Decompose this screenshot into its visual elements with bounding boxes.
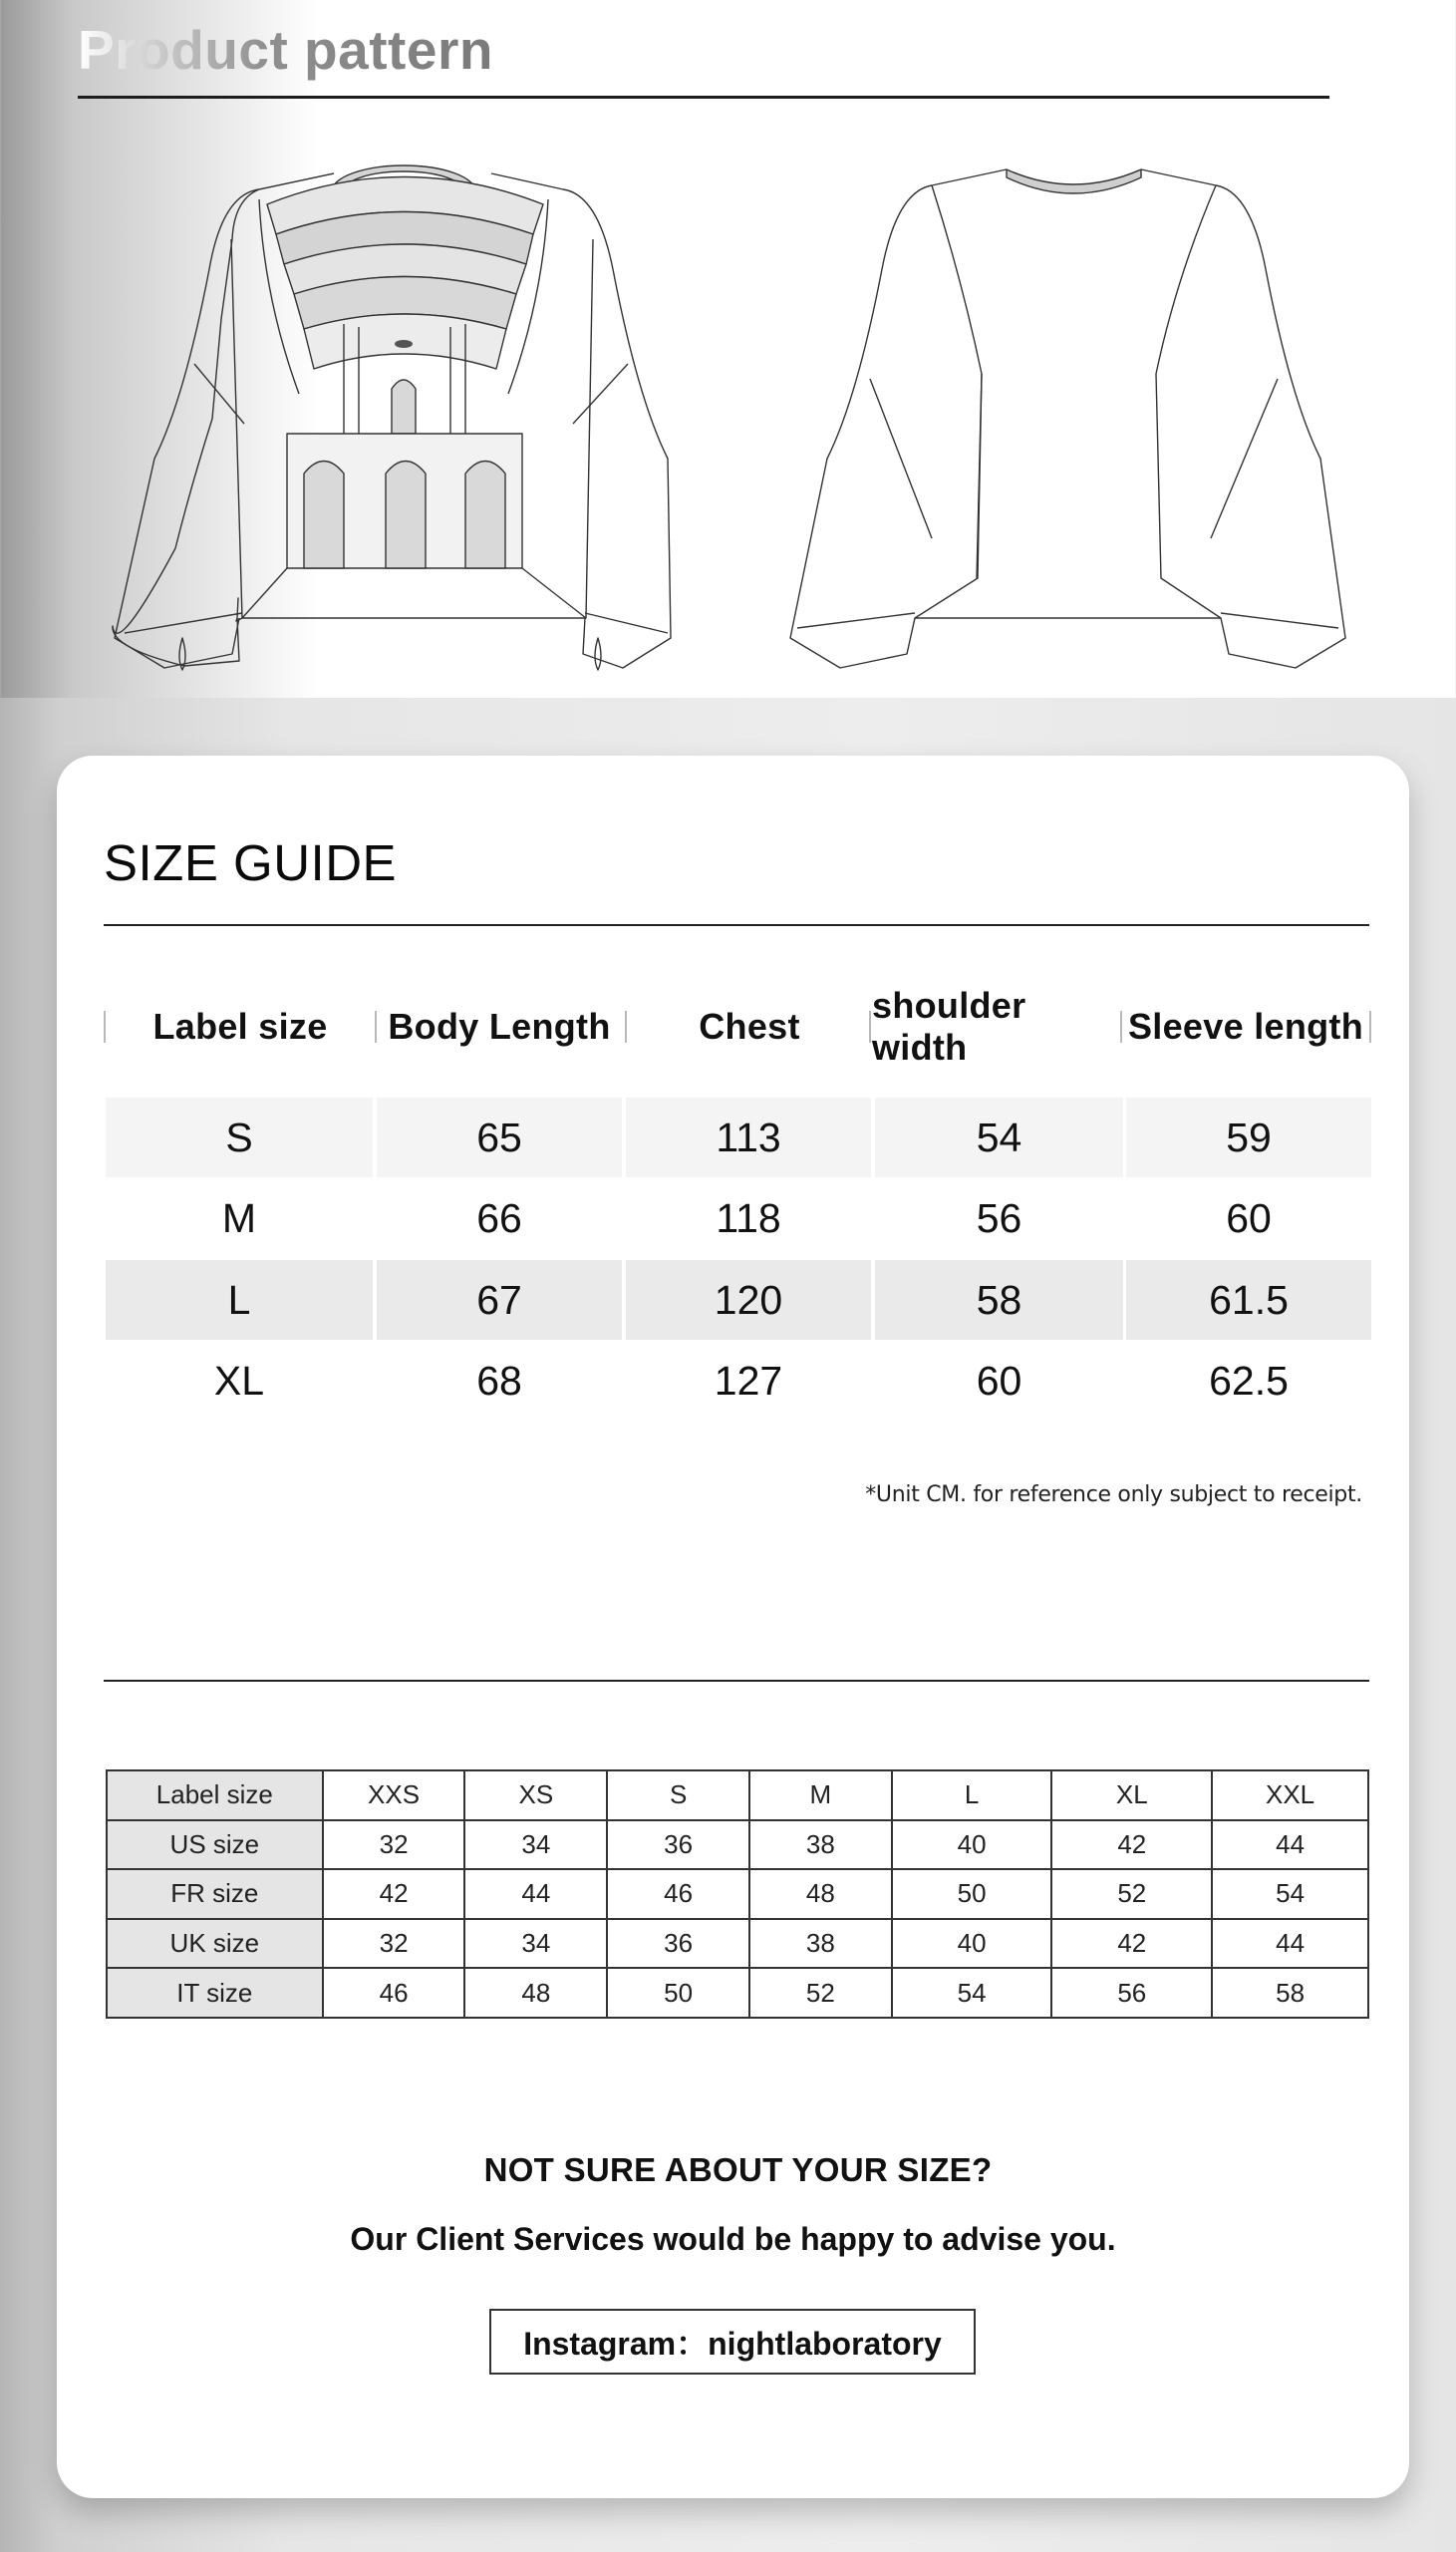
conversion-row-it (107, 1968, 1368, 2018)
conversion-cell: 44 (1212, 1820, 1368, 1870)
conversion-cell: 54 (892, 1968, 1052, 2018)
conversion-cell: 48 (464, 1968, 607, 2018)
conversion-divider (104, 1680, 1369, 1682)
conversion-row-header: US size (107, 1820, 323, 1870)
size-table-header (104, 987, 1371, 1067)
conversion-cell: XL (1051, 1770, 1212, 1820)
conversion-cell: 32 (323, 1820, 465, 1870)
column-header-label-size: Label size (152, 1006, 328, 1047)
cell-shoulder-width: 58 (875, 1260, 1123, 1340)
conversion-cell: 42 (1051, 1919, 1212, 1969)
conversion-cell: 42 (1051, 1820, 1212, 1870)
conversion-row-header: FR size (107, 1869, 323, 1919)
product-pattern-title: Product pattern (78, 19, 493, 81)
conversion-cell: L (892, 1770, 1052, 1820)
conversion-cell: 42 (323, 1869, 465, 1919)
help-subtitle: Our Client Services would be happy to advise you. (350, 2221, 1116, 2257)
cell-body-length: 66 (476, 1194, 522, 1241)
conversion-row-fr (107, 1869, 1368, 1919)
conversion-cell: 52 (749, 1968, 892, 2018)
conversion-cell: 46 (607, 1869, 749, 1919)
conversion-cell: XXL (1212, 1770, 1368, 1820)
conversion-cell: 50 (892, 1869, 1052, 1919)
conversion-cell: S (607, 1770, 749, 1820)
conversion-cell: 54 (1212, 1869, 1368, 1919)
conversion-row-header: Label size (107, 1770, 323, 1820)
conversion-cell: 36 (607, 1820, 749, 1870)
cell-body-length: 67 (377, 1260, 622, 1340)
conversion-cell: 52 (1051, 1869, 1212, 1919)
cell-shoulder-width: 60 (976, 1357, 1022, 1404)
conversion-row-label (107, 1770, 1368, 1820)
conversion-cell: 40 (892, 1919, 1052, 1969)
conversion-cell: 38 (749, 1919, 892, 1969)
column-header-chest: Chest (699, 1006, 800, 1047)
conversion-cell: 44 (464, 1869, 607, 1919)
cell-label-size: M (221, 1194, 257, 1241)
conversion-cell: 56 (1051, 1968, 1212, 2018)
conversion-row-header: IT size (107, 1968, 323, 2018)
instagram-contact-button[interactable]: Instagram：nightlaboratory (489, 2309, 976, 2375)
cell-label-size: L (106, 1260, 373, 1340)
size-conversion-table (106, 1769, 1369, 2019)
sweater-back-sketch (782, 160, 1350, 678)
table-row (104, 1341, 1371, 1421)
cell-sleeve-length: 59 (1126, 1098, 1371, 1177)
conversion-cell: 36 (607, 1919, 749, 1969)
conversion-row-us (107, 1820, 1368, 1870)
conversion-cell: 44 (1212, 1919, 1368, 1969)
conversion-cell: M (749, 1770, 892, 1820)
cell-chest: 127 (714, 1357, 783, 1404)
column-header-shoulder-width: shoulder width (872, 985, 1026, 1068)
table-row (104, 1098, 1371, 1177)
cell-body-length: 68 (476, 1357, 522, 1404)
size-guide-title: SIZE GUIDE (104, 834, 398, 891)
table-row (104, 1178, 1371, 1258)
cell-chest: 120 (626, 1260, 871, 1340)
cell-label-size: XL (213, 1357, 265, 1404)
conversion-row-uk (107, 1919, 1368, 1969)
conversion-cell: 38 (749, 1820, 892, 1870)
conversion-cell: 58 (1212, 1968, 1368, 2018)
conversion-cell: 32 (323, 1919, 465, 1969)
conversion-cell: XS (464, 1770, 607, 1820)
conversion-cell: 50 (607, 1968, 749, 2018)
cell-sleeve-length: 61.5 (1126, 1260, 1371, 1340)
column-header-sleeve-length: Sleeve length (1128, 1006, 1363, 1047)
sweater-front-sketch (105, 160, 683, 678)
cell-shoulder-width: 56 (976, 1194, 1022, 1241)
cell-chest: 118 (716, 1194, 781, 1241)
cell-body-length: 65 (377, 1098, 622, 1177)
size-guide-divider (104, 924, 1369, 926)
conversion-cell: 34 (464, 1820, 607, 1870)
column-header-body-length: Body Length (388, 1006, 611, 1047)
header-separator (869, 1011, 871, 1043)
table-row (104, 1260, 1371, 1340)
header-separator (1369, 1011, 1371, 1043)
conversion-cell: 34 (464, 1919, 607, 1969)
help-heading: NOT SURE ABOUT YOUR SIZE? (483, 2151, 993, 2188)
conversion-cell: 48 (749, 1869, 892, 1919)
cell-sleeve-length: 62.5 (1209, 1357, 1289, 1404)
cell-chest: 113 (626, 1098, 871, 1177)
conversion-row-header: UK size (107, 1919, 323, 1969)
unit-note: *Unit CM. for reference only subject to receipt. (865, 1482, 1362, 1507)
header-divider (78, 96, 1329, 99)
cell-label-size: S (106, 1098, 373, 1177)
cell-sleeve-length: 60 (1226, 1194, 1272, 1241)
conversion-cell: 40 (892, 1820, 1052, 1870)
cell-shoulder-width: 54 (875, 1098, 1123, 1177)
conversion-cell: 46 (323, 1968, 465, 2018)
conversion-cell: XXS (323, 1770, 465, 1820)
